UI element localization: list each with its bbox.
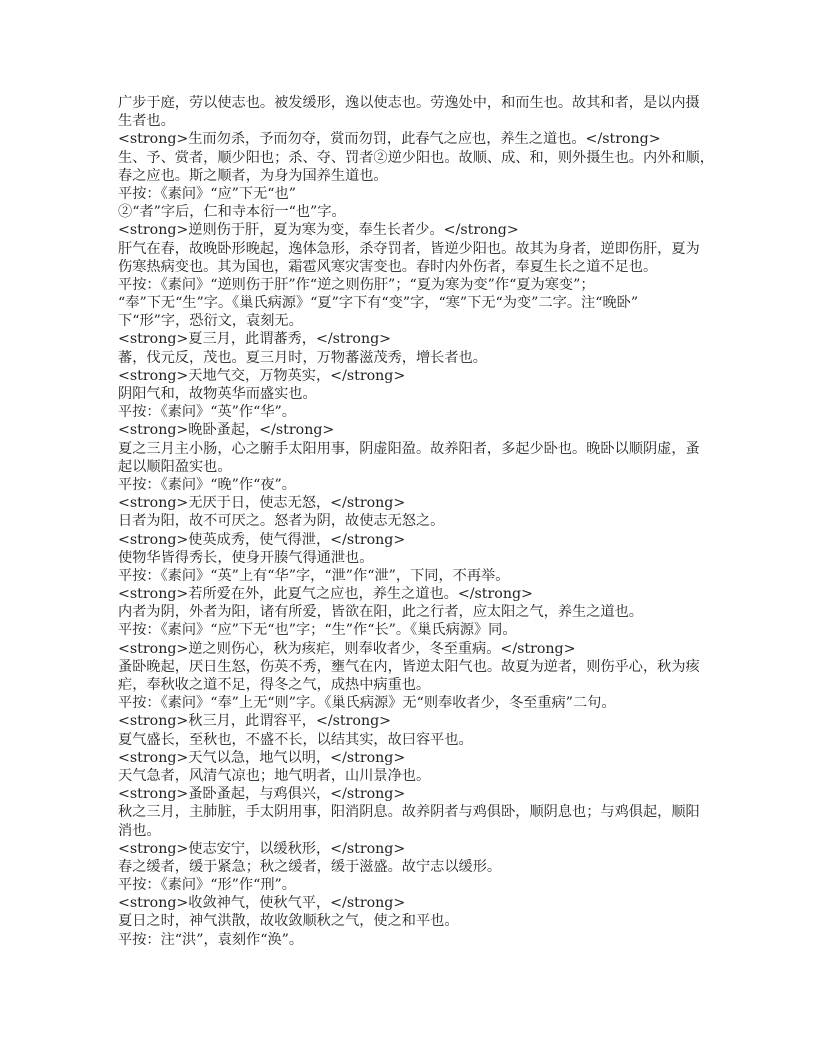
text-line: 生、予、赏者，顺少阳也；杀、夺、罚者②逆少阳也。故顺、成、和，则外摄生也。内外和顺，	[118, 149, 714, 166]
text-line: 平按：《素问》“英”上有“华”字，“泄”作“泄”，下同，不再举。	[118, 567, 510, 584]
text-line: ②“者”字后，仁和寺本衍一“也”字。	[118, 204, 346, 221]
text-line: 伤寒热病变也。其为国也，霜雹风寒灾害变也。春时内外伤者，奉夏生长之道不足也。	[118, 258, 658, 275]
text-line: <strong>夏三月，此谓蕃秀，</strong>	[118, 331, 392, 348]
text-line: 广步于庭，劳以使志也。被发缓形，逸以使志也。劳逸处中，和而生也。故其和者，是以内摄	[118, 95, 700, 111]
text-line: 肝气在春，故晚卧形晚起，逸体急形，杀夺罚者，皆逆少阳也。故其为身者，逆即伤肝，夏为	[118, 240, 700, 257]
text-line: 秋之三月，主肺脏，手太阴用事，阳消阴息。故养阴者与鸡俱卧，顺阴息也；与鸡俱起，顺阳	[118, 804, 700, 821]
text-line: 内者为阴，外者为阳，诸有所爱，皆欲在阳，此之行者，应太阳之气，养生之道也。	[118, 604, 643, 621]
text-line: <strong>蚤卧蚤起，与鸡俱兴，</strong>	[118, 786, 406, 803]
text-line: <strong>使英成秀，使气得泄，</strong>	[118, 531, 406, 548]
text-line: <strong>晚卧蚤起，</strong>	[118, 422, 335, 439]
text-line: <strong>若所爱在外，此夏气之应也，养生之道也。</strong>	[118, 586, 533, 603]
text-line: 消也。	[118, 822, 161, 839]
text-line: 蕃，伐元反，茂也。夏三月时，万物蕃滋茂秀，增长者也。	[118, 349, 487, 366]
text-line: 日者为阳，故不可厌之。怒者为阴，故使志无怒之。	[118, 513, 445, 530]
text-line: 下“形”字，恐衍文，袁刻无。	[118, 313, 303, 330]
text-line: 平按：《素问》“英”作“华”。	[118, 404, 296, 421]
text-line: 平按：《素问》“形”作“刑”。	[118, 877, 296, 894]
text-line: <strong>秋三月，此谓容平，</strong>	[118, 713, 392, 730]
text-line: 春之应也。斯之顺者，为身为国养生道也。	[118, 167, 388, 184]
text-line: 春之缓者，缓于紧急；秋之缓者，缓于滋盛。故宁志以缓形。	[118, 858, 502, 875]
text-line: 平按：注“洪”，袁刻作“涣”。	[118, 931, 304, 948]
text-line: 平按：《素问》“晚”作“夜”。	[118, 476, 296, 493]
text-line: 平按：《素问》“应”下无“也”	[118, 185, 296, 202]
text-line: 疟，奉秋收之道不足，得冬之气，成热中病重也。	[118, 677, 431, 693]
text-line: <strong>逆之则伤心，秋为痎疟，则奉收者少，冬至重病。</strong>	[118, 640, 576, 657]
text-line: <strong>无厌于日，使志无怒，</strong>	[118, 495, 406, 512]
text-line: 阴阳气和，故物英华而盛实也。	[118, 386, 317, 402]
text-line: 夏气盛长，至秋也，不盛不长，以结其实，故曰容平也。	[118, 731, 473, 748]
text-line: 起以顺阳盈实也。	[118, 458, 232, 475]
text-line: 夏之三月主小肠，心之腑手太阳用事，阴虚阳盈。故养阳者，多起少卧也。晚卧以顺阴虚，蚤	[118, 440, 700, 457]
text-line: 平按：《素问》“逆则伤于肝”作“逆之则伤肝”；“夏为寒为变”作“夏为寒变”；	[118, 276, 595, 293]
text-line: 平按：《素问》“奉”上无“则”字。《巢氏病源》无“则奉收者少，冬至重病”二句。	[118, 695, 616, 712]
text-line: <strong>收敛神气，使秋气平，</strong>	[118, 895, 406, 912]
text-line: 使物华皆得秀长，使身开腠气得通泄也。	[118, 549, 374, 566]
text-line: <strong>逆则伤于肝，夏为寒为变，奉生长者少。</strong>	[118, 222, 519, 239]
text-line: <strong>天地气交，万物英实，</strong>	[118, 367, 406, 384]
text-line: 天气急者，风清气凉也；地气明者，山川景净也。	[118, 767, 431, 784]
text-line: 生者也。	[118, 113, 175, 130]
text-line: <strong>使志安宁，以缓秋形，</strong>	[118, 840, 406, 857]
text-line: 平按：《素问》“应”下无“也”字；“生”作“长”。《巢氏病源》同。	[118, 622, 517, 639]
text-line: “奉”下无“生”字。《巢氏病源》“夏”字下有“变”字，“寒”下无“为变”二字。注“晚卧”	[118, 295, 639, 312]
text-line: <strong>生而勿杀，予而勿夺，赏而勿罚，此春气之应也，养生之道也。</strong>	[118, 131, 661, 148]
text-line: 蚤卧晚起，厌日生怒，伤英不秀，壅气在内，皆逆太阳气也。故夏为逆者，则伤乎心，秋为痎	[118, 658, 700, 675]
text-line: <strong>天气以急，地气以明，</strong>	[118, 749, 406, 766]
text-line: 夏日之时，神气洪散，故收敛顺秋之气，使之和平也。	[118, 913, 459, 930]
document-page	[118, 94, 718, 949]
